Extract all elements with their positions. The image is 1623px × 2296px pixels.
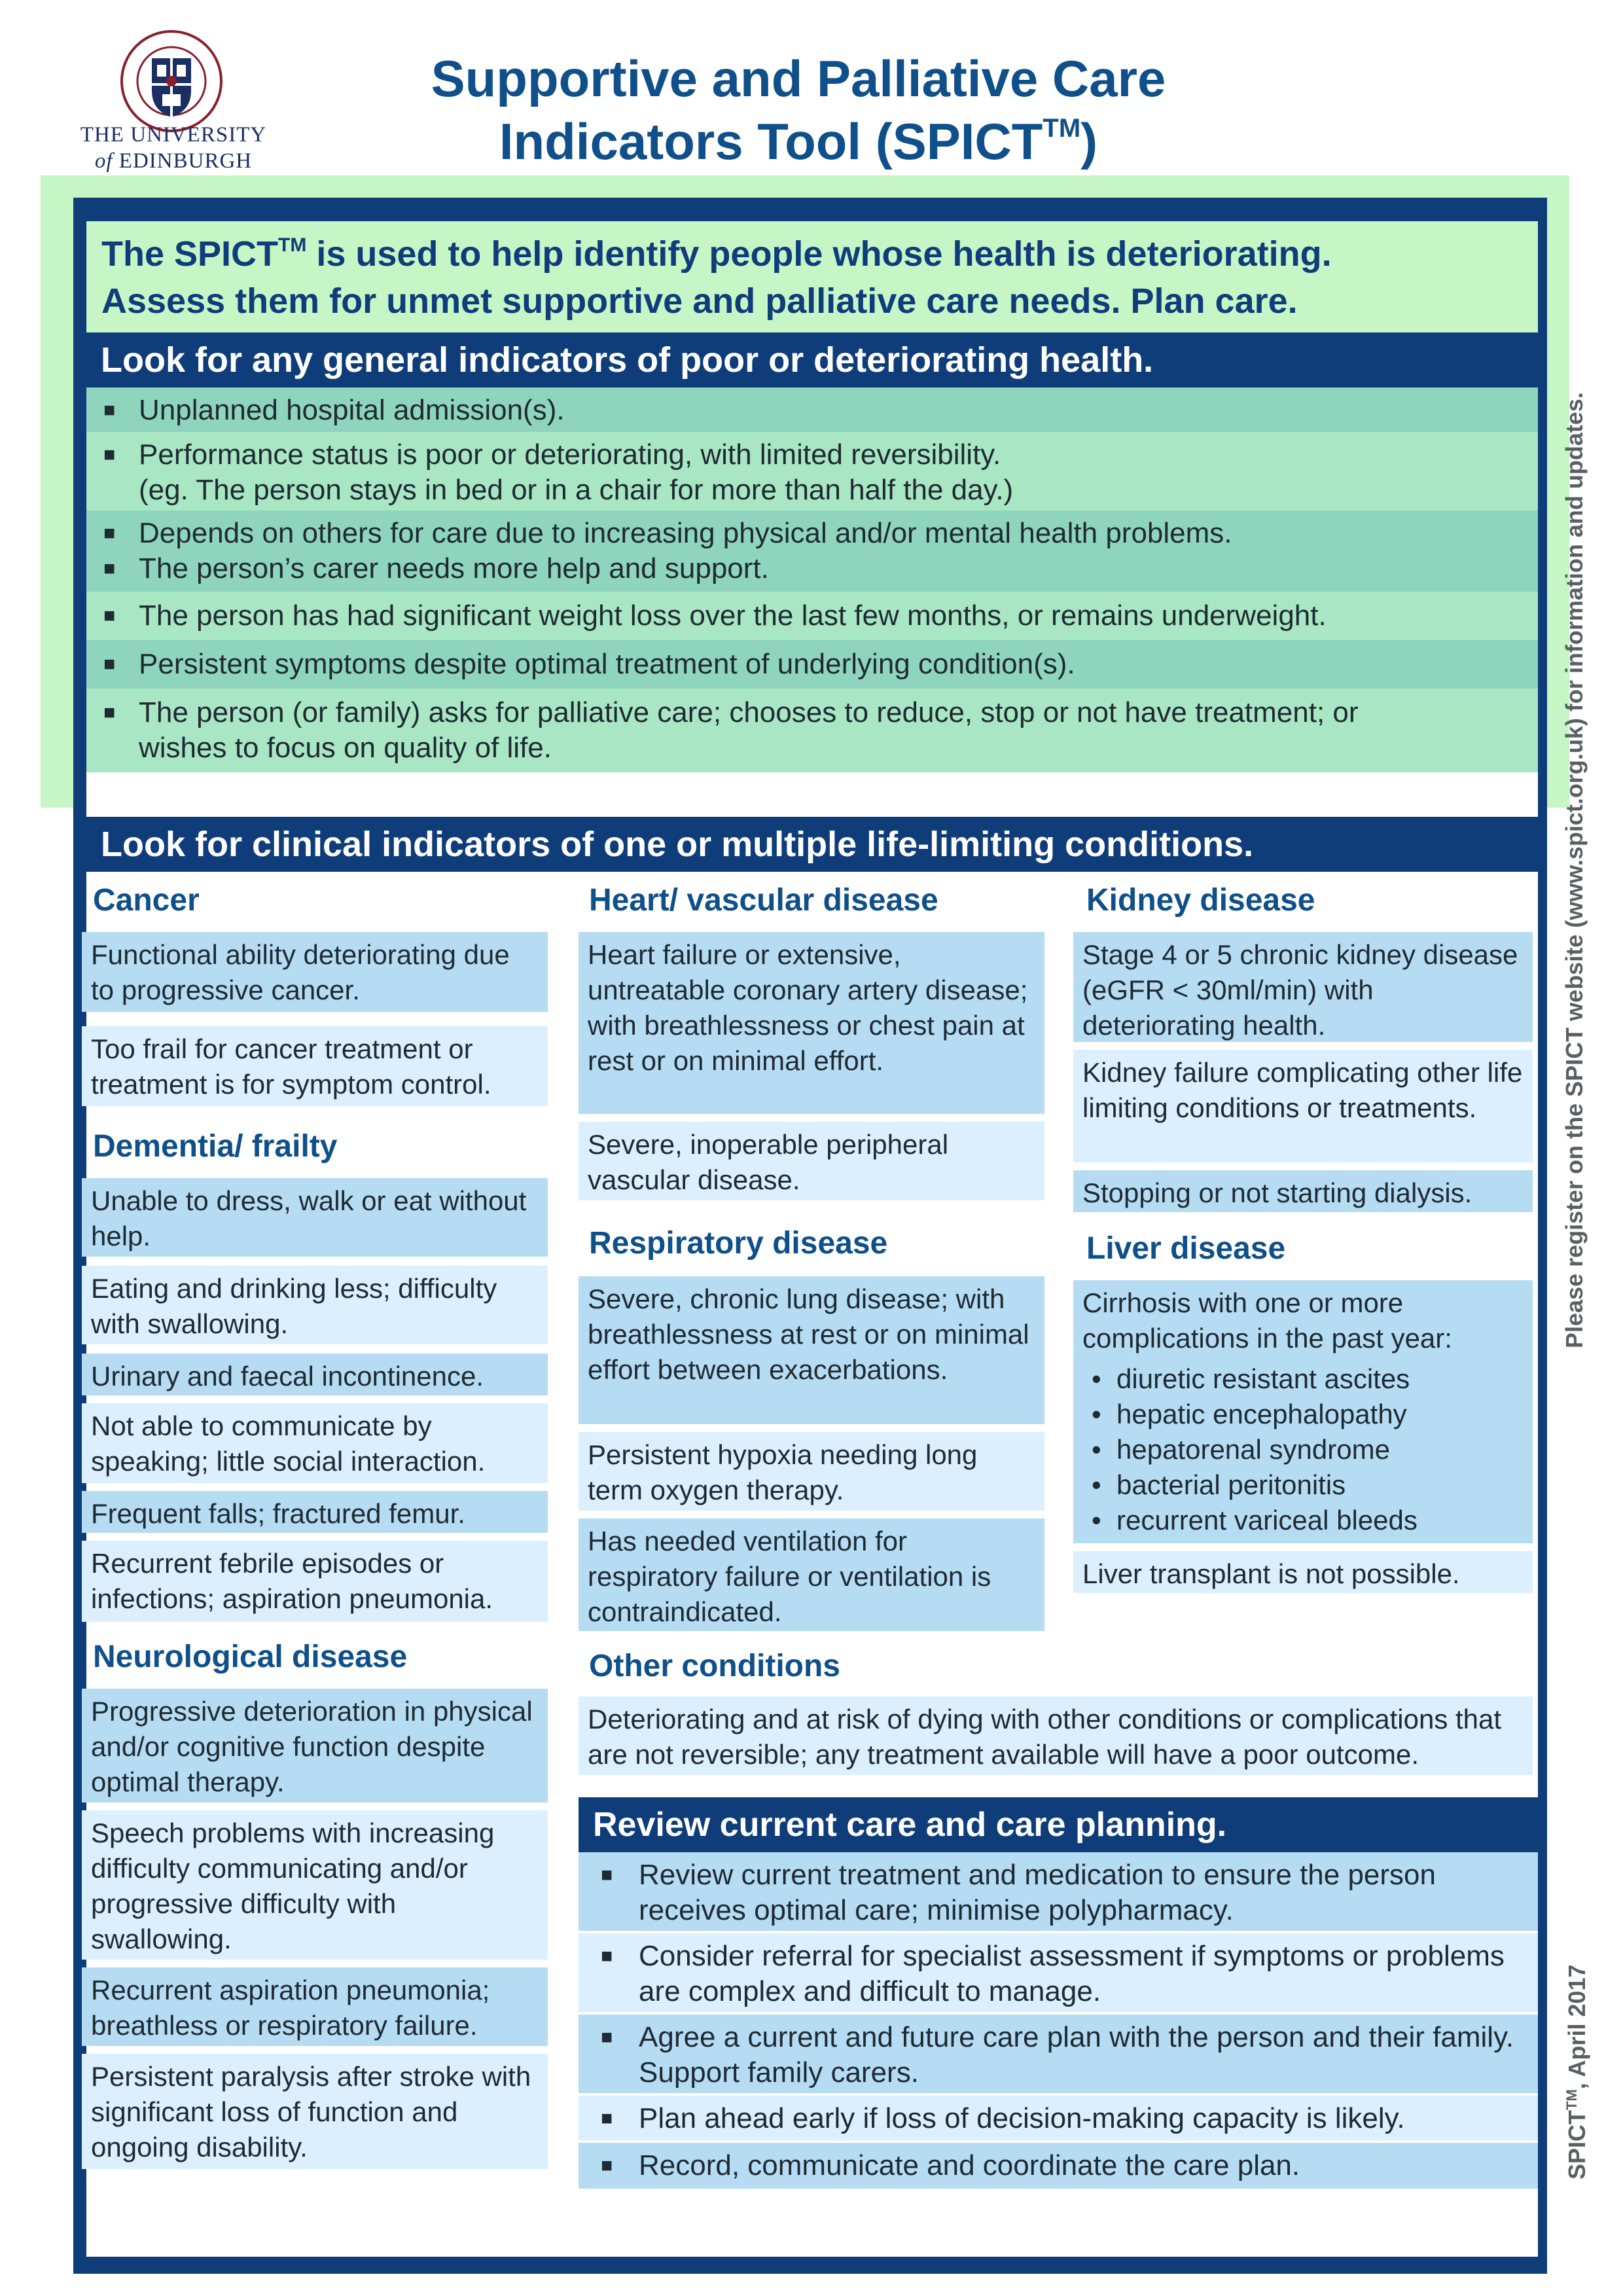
general-indicators-heading: Look for any general indicators of poor or deteriorating health. <box>86 332 1538 387</box>
liver-item: Liver transplant is not possible. <box>1073 1551 1533 1593</box>
liver-bullet <box>1082 1467 1524 1503</box>
liver-bullet-text: diuretic resistant ascites <box>1116 1363 1410 1394</box>
general-item-text: Depends on others for care due to increasing physical and/or mental health problems. <box>139 517 1232 549</box>
dementia-item: Urinary and faecal incontinence. <box>82 1354 548 1395</box>
bullet-dot-icon: • <box>1092 1505 1101 1535</box>
neuro-item: Recurrent aspiration pneumonia; breathless or respiratory failure. <box>82 1967 548 2046</box>
university-logo-text <box>65 122 281 174</box>
other-conditions-heading: Other conditions <box>589 1649 840 1683</box>
liver-bullet-text: recurrent variceal bleeds <box>1116 1505 1418 1535</box>
neuro-item: Speech problems with increasing difficulty communicating and/or progressive difficulty with swallowing. <box>82 1810 548 1960</box>
liver-bullet <box>1082 1503 1524 1538</box>
kidney-item: Kidney failure complicating other life limiting conditions or treatments. <box>1073 1050 1533 1162</box>
date-trademark: TM <box>1563 2089 1580 2110</box>
review-item <box>579 2143 1538 2189</box>
general-item <box>86 511 1538 592</box>
general-item-text: The person’s carer needs more help and support. <box>139 552 769 584</box>
liver-bullet <box>1082 1397 1524 1432</box>
kidney-item: Stage 4 or 5 chronic kidney disease (eGFR < 30ml/min) with deteriorating health. <box>1073 932 1533 1042</box>
liver-heading: Liver disease <box>1086 1231 1286 1266</box>
neuro-item: Progressive deterioration in physical and/or cognitive function despite optimal therapy. <box>82 1689 548 1803</box>
date-spict: SPICT <box>1563 2109 1590 2179</box>
square-bullet-icon: ■ <box>103 522 116 544</box>
logo-of: of <box>94 149 113 173</box>
respiratory-item: Severe, chronic lung disease; with breathlessness at rest or on minimal effort between exacerbations. <box>579 1276 1044 1424</box>
neuro-item: Persistent paralysis after stroke with significant loss of function and ongoing disability. <box>82 2054 548 2169</box>
dementia-item: Frequent falls; fractured femur. <box>82 1491 548 1533</box>
review-item-text: Consider referral for specialist assessment if symptoms or problems are complex and difficult to manage. <box>639 1940 1505 2007</box>
cancer-item: Functional ability deteriorating due to progressive cancer. <box>82 932 548 1012</box>
bullet-dot-icon: • <box>1092 1399 1101 1429</box>
general-item-text: The person has had significant weight loss over the last few months, or remains underweight. <box>139 600 1327 632</box>
review-item <box>579 1852 1538 1931</box>
kidney-heading: Kidney disease <box>1086 883 1315 918</box>
neuro-heading: Neurological disease <box>93 1640 408 1674</box>
date-text: , April 2017 <box>1563 1964 1590 2090</box>
title-trademark: TM <box>1043 114 1081 143</box>
heart-heading: Heart/ vascular disease <box>589 883 938 918</box>
general-item <box>86 640 1538 689</box>
square-bullet-icon: ■ <box>103 558 116 579</box>
square-bullet-icon: ■ <box>103 702 116 723</box>
general-item-text: The person (or family) asks for palliative care; chooses to reduce, stop or not have treatment; or <box>139 696 1359 728</box>
dementia-item: Not able to communicate by speaking; little social interaction. <box>82 1403 548 1483</box>
logo-line-2 <box>65 148 281 174</box>
heart-item: Severe, inoperable peripheral vascular disease. <box>579 1122 1044 1200</box>
liver-bullet-text: bacterial peritonitis <box>1116 1469 1346 1500</box>
dementia-item: Unable to dress, walk or eat without help. <box>82 1178 548 1257</box>
intro-text <box>101 230 1528 325</box>
cancer-heading: Cancer <box>93 883 200 918</box>
respiratory-item: Persistent hypoxia needing long term oxygen therapy. <box>579 1432 1044 1511</box>
general-item <box>86 432 1538 511</box>
university-crest-icon <box>119 29 224 134</box>
square-bullet-icon: ■ <box>601 1864 613 1886</box>
review-item <box>579 2096 1538 2140</box>
other-conditions-item: Deteriorating and at risk of dying with other conditions or complications that are not reversible; any treatment available will have a poor outcome. <box>579 1696 1533 1775</box>
intro-line-2: Assess them for unmet supportive and palliative care needs. Plan care. <box>101 281 1298 321</box>
respiratory-heading: Respiratory disease <box>589 1226 888 1261</box>
review-heading: Review current care and care planning. <box>579 1797 1538 1852</box>
square-bullet-icon: ■ <box>601 2108 613 2129</box>
liver-bullet-text: hepatorenal syndrome <box>1116 1434 1390 1465</box>
general-item <box>86 592 1538 640</box>
square-bullet-icon: ■ <box>103 605 116 626</box>
date-side-text <box>1558 1964 1592 2179</box>
review-item <box>579 2015 1538 2093</box>
general-item-text: Unplanned hospital admission(s). <box>139 394 565 426</box>
square-bullet-icon: ■ <box>601 2026 613 2048</box>
dementia-heading: Dementia/ frailty <box>93 1129 338 1164</box>
liver-bullet <box>1082 1361 1524 1397</box>
bullet-dot-icon: • <box>1092 1469 1101 1500</box>
title-line-2-end: ) <box>1080 113 1098 170</box>
intro-spict: The SPICT <box>101 234 279 274</box>
title-line-2-text: Indicators Tool (SPICT <box>499 113 1043 170</box>
title-line-2 <box>288 110 1309 173</box>
review-item-text: Plan ahead early if loss of decision-making capacity is likely. <box>639 2102 1405 2134</box>
intro-line-1-rest: is used to help identify people whose health is deteriorating. <box>306 234 1332 274</box>
logo-line-1: THE UNIVERSITY <box>80 123 267 147</box>
square-bullet-icon: ■ <box>601 2155 613 2176</box>
liver-bullet <box>1082 1432 1524 1467</box>
general-item <box>86 387 1538 432</box>
review-item-text: Agree a current and future care plan with the person and their family. Support family carers. <box>639 2021 1514 2089</box>
liver-bullet-text: hepatic encephalopathy <box>1116 1399 1407 1429</box>
general-item-text: Performance status is poor or deteriorating, with limited reversibility. <box>139 439 1001 471</box>
review-item-text: Review current treatment and medication to ensure the person receives optimal care; minimise polypharmacy. <box>639 1859 1436 1926</box>
respiratory-item: Has needed ventilation for respiratory failure or ventilation is contraindicated. <box>579 1518 1044 1631</box>
kidney-item: Stopping or not starting dialysis. <box>1073 1170 1533 1212</box>
general-item-text: Persistent symptoms despite optimal treatment of underlying condition(s). <box>139 648 1075 680</box>
liver-item <box>1073 1280 1533 1543</box>
logo-name: EDINBURGH <box>118 149 253 173</box>
general-item-text: (eg. The person stays in bed or in a chair for more than half the day.) <box>139 474 1014 506</box>
dementia-item: Recurrent febrile episodes or infections; aspiration pneumonia. <box>82 1541 548 1622</box>
liver-intro: Cirrhosis with one or more complications in the past year: <box>1082 1287 1452 1354</box>
square-bullet-icon: ■ <box>103 653 116 675</box>
heart-item: Heart failure or extensive, untreatable coronary artery disease; with breathlessness or chest pain at rest or on minimal effort. <box>579 932 1044 1114</box>
dementia-item: Eating and drinking less; difficulty with swallowing. <box>82 1266 548 1344</box>
general-item <box>86 689 1538 772</box>
review-item-text: Record, communicate and coordinate the care plan. <box>639 2149 1300 2181</box>
square-bullet-icon: ■ <box>103 399 116 421</box>
page-title <box>288 47 1309 173</box>
bullet-dot-icon: • <box>1092 1434 1101 1465</box>
register-side-text: Please register on the SPICT website (www.spict.org.uk) for information and updates. <box>1561 392 1588 1348</box>
intro-line-1 <box>101 230 1528 278</box>
clinical-indicators-heading: Look for clinical indicators of one or multiple life-limiting conditions. <box>86 817 1538 872</box>
title-line-1: Supportive and Palliative Care <box>431 50 1166 107</box>
cancer-item: Too frail for cancer treatment or treatment is for symptom control. <box>82 1026 548 1106</box>
square-bullet-icon: ■ <box>103 444 116 465</box>
liver-bullet-list <box>1082 1361 1524 1538</box>
square-bullet-icon: ■ <box>601 1945 613 1967</box>
intro-trademark: TM <box>278 234 307 256</box>
general-item-text: wishes to focus on quality of life. <box>139 732 552 764</box>
bullet-dot-icon: • <box>1092 1363 1101 1394</box>
review-item <box>579 1933 1538 2012</box>
